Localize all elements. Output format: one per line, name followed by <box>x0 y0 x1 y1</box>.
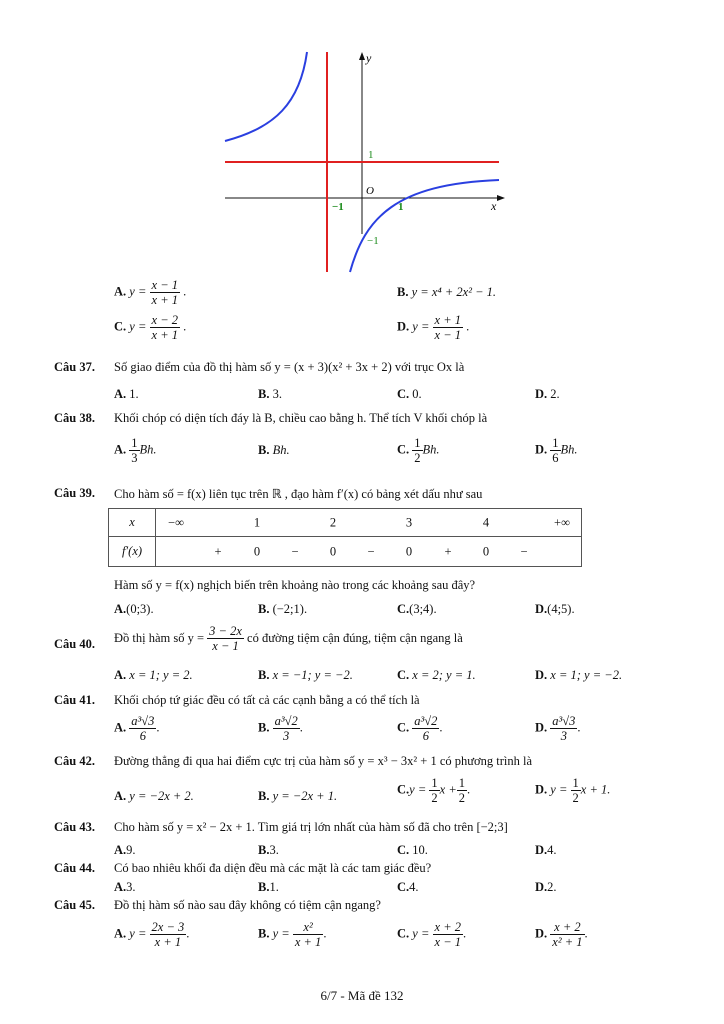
q40-option-d[interactable]: D. x = 1; y = −2. <box>535 668 623 682</box>
q39-option-b[interactable]: B. (−2;1). <box>258 602 308 616</box>
q43-option-d[interactable]: D.4. <box>535 843 557 857</box>
question-text: Cho hàm số = f(x) liên tục trên ℝ , đạo hàm f′(x) có bảng xét dấu như sau <box>114 487 483 501</box>
question-number: Câu 39. <box>54 486 95 500</box>
option-text: y = x⁴ + 2x² − 1. <box>411 285 497 299</box>
sign-table-fprime-row <box>156 537 582 567</box>
fraction: $\frac{1}{6}$ <box>552 436 559 465</box>
q44-option-c[interactable]: C.4. <box>397 880 419 894</box>
x-axis-arrow <box>497 195 505 201</box>
question-text: Khối chóp tứ giác đều có tất cả các cạnh bằng a có thể tích là <box>114 693 420 707</box>
question-text: Số giao điểm của đồ thị hàm số y = (x + 3)(x² + 3x + 2) với trục Ox là <box>114 360 465 374</box>
q40-option-a[interactable]: A. x = 1; y = 2. <box>114 668 193 682</box>
option-label: D. <box>397 319 410 334</box>
x-value: 1 <box>253 515 261 529</box>
fraction: $\frac{\text{a³√3}}{3}$ <box>552 714 576 743</box>
sign-table-x-row <box>156 509 582 537</box>
sign-value: 0 <box>482 544 490 558</box>
sign-value: 0 <box>253 544 261 558</box>
fraction: $\frac{1}{3}$ <box>131 436 138 465</box>
x-value: 4 <box>482 515 490 529</box>
q37-option-b[interactable]: B. 3. <box>258 387 282 401</box>
tick-label-y-1: 1 <box>368 149 374 161</box>
q37-option-c[interactable]: C. 0. <box>397 387 422 401</box>
sign-table-header-x: x <box>109 509 156 537</box>
fraction: $\frac{1}{2}$ <box>458 776 465 805</box>
x-value: 2 <box>329 515 337 529</box>
sign-value: 0 <box>329 544 337 558</box>
q36-option-a[interactable] <box>114 278 186 307</box>
q41-option-a[interactable]: A. $\frac{\text{a³√3}}{6}$ . <box>114 714 160 743</box>
q37-option-a[interactable]: A. 1. <box>114 387 139 401</box>
fraction: $\frac{x - 1}{x + 1}$ <box>151 278 178 307</box>
fraction: $\frac{\text{a³√2}}{6}$ <box>414 714 438 743</box>
q38-option-d[interactable]: D. $\frac{1}{6}$ Bh. <box>535 436 578 465</box>
fraction: $\frac{2x - 3}{x + 1}$ <box>151 920 185 949</box>
fraction: $\frac{1}{2}$ <box>431 776 438 805</box>
q43-option-b[interactable]: B.3. <box>258 843 279 857</box>
x-value: +∞ <box>554 515 570 529</box>
q37-option-d[interactable]: D. 2. <box>535 387 560 401</box>
q38-option-a[interactable]: A. $\frac{1}{3}$ Bh. <box>114 436 157 465</box>
q41-option-c[interactable]: C. $\frac{\text{a³√2}}{6}$ . <box>397 714 443 743</box>
tick-label-x-neg1: −1 <box>332 201 344 213</box>
y-axis-label: y <box>366 51 372 65</box>
fraction: $\frac{x + 1}{x - 1}$ <box>434 313 461 342</box>
q40-option-b[interactable]: B. x = −1; y = −2. <box>258 668 353 682</box>
fraction: $\frac{x - 2}{x + 1}$ <box>151 313 178 342</box>
q43-option-c[interactable]: C. 10. <box>397 843 428 857</box>
question-number: Câu 37. <box>54 360 95 374</box>
tick-label-y-neg1: −1 <box>367 235 379 247</box>
sign-value: − <box>520 544 528 558</box>
q38-option-b[interactable]: B. Bh. <box>258 443 290 457</box>
option-text: . <box>183 284 187 299</box>
question-subtext: Hàm số y = f(x) nghịch biến trên khoảng nào trong các khoảng sau đây? <box>114 578 476 592</box>
x-axis-label: x <box>491 199 497 213</box>
tick-label-x-1: 1 <box>398 201 404 213</box>
fraction: $\frac{3 - 2x}{x - 1}$ <box>209 624 242 653</box>
q45-option-a[interactable]: A. y = $\frac{2x - 3}{x + 1}$ . <box>114 920 190 949</box>
y-axis-arrow <box>359 52 365 60</box>
q36-option-b[interactable] <box>397 285 496 300</box>
sign-table <box>108 508 582 567</box>
sign-value: − <box>367 544 375 558</box>
function-graph <box>215 48 515 276</box>
question-text: Khối chóp có diện tích đáy là B, chiều cao bằng h. Thể tích V khối chóp là <box>114 411 488 425</box>
option-text: y = <box>412 319 430 334</box>
q44-option-b[interactable]: B.1. <box>258 880 279 894</box>
q45-option-c[interactable]: C. y = $\frac{x + 2}{x - 1}$ . <box>397 920 467 949</box>
question-number: Câu 42. <box>54 754 95 768</box>
x-value: 3 <box>405 515 413 529</box>
q45-option-d[interactable]: D. $\frac{x + 2}{\text{x² + 1}}$ . <box>535 920 588 949</box>
question-number: Câu 44. <box>54 861 95 875</box>
question-number: Câu 43. <box>54 820 95 834</box>
sign-table-header-fprime: f′(x) <box>109 537 156 567</box>
option-label: C. <box>114 319 127 334</box>
option-text: . <box>466 319 470 334</box>
question-text: Đồ thị hàm số y = $\frac{3 - 2x}{x - 1}$ có đường tiệm cận đúng, tiệm cận ngang là <box>114 624 463 653</box>
fraction: $\frac{1}{2}$ <box>414 436 421 465</box>
q42-option-c[interactable]: C.y = $\frac{1}{2}$ x + $\frac{1}{2}$ . <box>397 776 471 805</box>
question-text: Có bao nhiêu khối đa diện đều mà các mặt là các tam giác đều? <box>114 861 432 875</box>
curve-left-branch <box>225 52 307 141</box>
q42-option-d[interactable]: D. y = $\frac{1}{2}$ x + 1. <box>535 776 611 805</box>
origin-label: O <box>366 185 374 197</box>
q42-option-a[interactable]: A. y = −2x + 2. <box>114 789 194 803</box>
q39-option-d[interactable]: D.(4;5). <box>535 602 575 616</box>
q44-option-d[interactable]: D.2. <box>535 880 557 894</box>
q43-option-a[interactable]: A.9. <box>114 843 136 857</box>
question-number: Câu 41. <box>54 693 95 707</box>
q39-option-c[interactable]: C.(3;4). <box>397 602 437 616</box>
q39-option-a[interactable]: A.(0;3). <box>114 602 154 616</box>
fraction: $\frac{\text{a³√2}}{3}$ <box>274 714 298 743</box>
question-text: Đồ thị hàm số nào sau đây không có tiệm cận ngang? <box>114 898 381 912</box>
q44-option-a[interactable]: A.3. <box>114 880 136 894</box>
fraction: $\frac{1}{2}$ <box>572 776 579 805</box>
q40-option-c[interactable]: C. x = 2; y = 1. <box>397 668 476 682</box>
fraction: $\frac{x + 2}{x - 1}$ <box>434 920 461 949</box>
q36-option-d[interactable] <box>397 313 469 342</box>
q45-option-b[interactable]: B. y = $\frac{\text{x²}}{x + 1}$ . <box>258 920 327 949</box>
x-value: −∞ <box>168 515 184 529</box>
q38-option-c[interactable]: C. $\frac{1}{2}$ Bh. <box>397 436 440 465</box>
question-number: Câu 38. <box>54 411 95 425</box>
question-number: Câu 40. <box>54 637 95 651</box>
fraction: $\frac{x + 2}{\text{x² + 1}}$ <box>552 920 583 949</box>
q36-option-c[interactable] <box>114 313 186 342</box>
fraction: $\frac{\text{x²}}{x + 1}$ <box>294 920 322 949</box>
q41-option-b[interactable]: B. $\frac{\text{a³√2}}{3}$ . <box>258 714 303 743</box>
sign-value: + <box>444 544 452 558</box>
option-text: y = <box>129 319 147 334</box>
option-label: B. <box>397 285 409 299</box>
fraction: $\frac{\text{a³√3}}{6}$ <box>131 714 155 743</box>
sign-value: 0 <box>405 544 413 558</box>
option-text: y = <box>129 284 147 299</box>
q42-option-b[interactable]: B. y = −2x + 1. <box>258 789 338 803</box>
question-text: Cho hàm số y = x² − 2x + 1. Tìm giá trị lớn nhất của hàm số đã cho trên [−2;3] <box>114 820 508 834</box>
option-text: . <box>183 319 187 334</box>
page-footer: 6/7 - Mã đề 132 <box>320 988 404 1003</box>
q41-option-d[interactable]: D. $\frac{\text{a³√3}}{3}$ . <box>535 714 581 743</box>
option-label: A. <box>114 284 127 299</box>
question-number: Câu 45. <box>54 898 95 912</box>
question-text: Đường thẳng đi qua hai điểm cực trị của hàm số y = x³ − 3x² + 1 có phương trình là <box>114 754 533 768</box>
sign-value: − <box>291 544 299 558</box>
sign-value: + <box>214 544 222 558</box>
